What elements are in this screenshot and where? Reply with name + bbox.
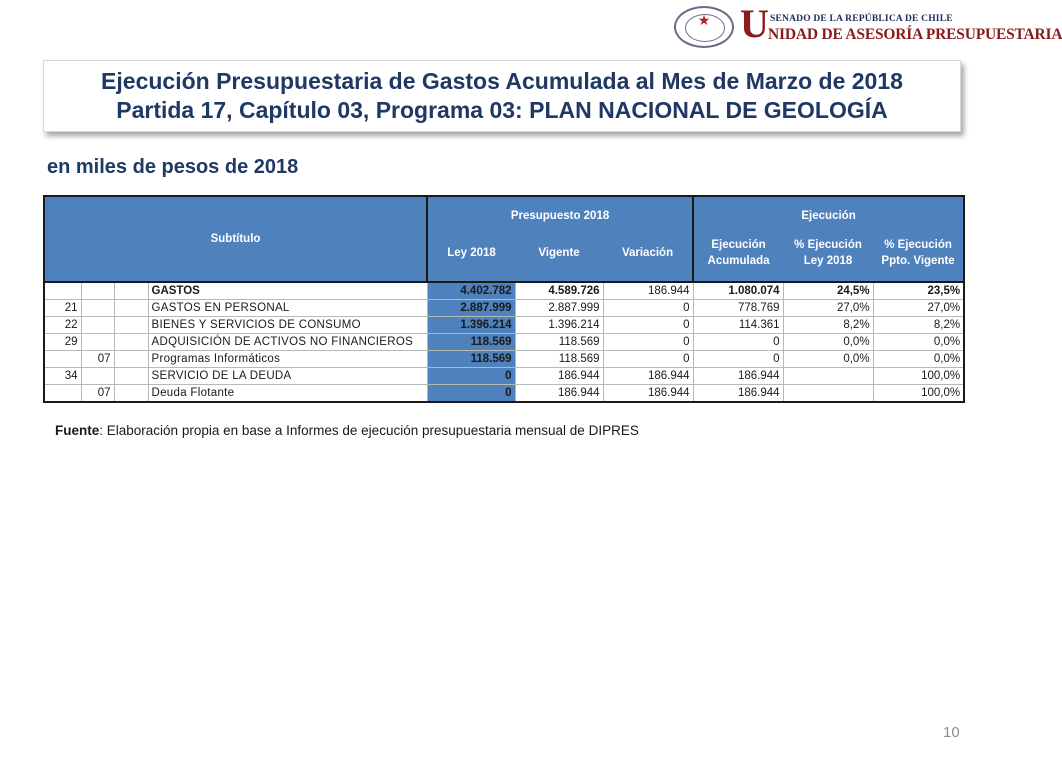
row-ley: 0 xyxy=(427,385,515,403)
row-asig xyxy=(114,351,148,368)
row-vigente: 186.944 xyxy=(515,385,603,403)
table-row xyxy=(44,351,964,368)
header-ejecucion-acumulada: Ejecución Acumulada xyxy=(693,235,783,282)
row-item xyxy=(81,282,114,300)
senado-logo xyxy=(672,1,1062,52)
row-item xyxy=(81,317,114,334)
row-code: 29 xyxy=(44,334,81,351)
senado-seal-icon: ★ xyxy=(674,6,734,48)
row-ejecucion: 114.361 xyxy=(693,317,783,334)
row-code xyxy=(44,351,81,368)
row-vigente: 1.396.214 xyxy=(515,317,603,334)
page-number: 10 xyxy=(943,724,960,741)
row-variacion: 186.944 xyxy=(603,385,693,403)
row-variacion: 186.944 xyxy=(603,368,693,385)
row-code xyxy=(44,385,81,403)
table-row xyxy=(44,300,964,317)
row-pct-vigente: 23,5% xyxy=(873,282,964,300)
row-variacion: 0 xyxy=(603,351,693,368)
unit-name: NIDAD DE ASESORÍA PRESUPUESTARIA xyxy=(768,26,1062,43)
header-pct-vigente: % Ejecución Ppto. Vigente xyxy=(873,235,964,282)
row-ley: 2.887.999 xyxy=(427,300,515,317)
row-ejecucion: 0 xyxy=(693,334,783,351)
row-pct-vigente: 0,0% xyxy=(873,334,964,351)
row-asig xyxy=(114,368,148,385)
row-pct-vigente: 100,0% xyxy=(873,368,964,385)
row-variacion: 0 xyxy=(603,317,693,334)
row-name: GASTOS xyxy=(148,282,427,300)
row-asig xyxy=(114,300,148,317)
source-text: : Elaboración propia en base a Informes de ejecución presupuestaria mensual de DIPRES xyxy=(99,423,639,438)
row-asig xyxy=(114,282,148,300)
row-pct-vigente: 100,0% xyxy=(873,385,964,403)
row-vigente: 186.944 xyxy=(515,368,603,385)
table-row xyxy=(44,317,964,334)
row-pct-ley xyxy=(783,385,873,403)
row-variacion: 0 xyxy=(603,334,693,351)
row-vigente: 2.887.999 xyxy=(515,300,603,317)
row-item xyxy=(81,334,114,351)
row-name: SERVICIO DE LA DEUDA xyxy=(148,368,427,385)
row-code: 34 xyxy=(44,368,81,385)
row-code: 22 xyxy=(44,317,81,334)
header-pct-ley: % Ejecución Ley 2018 xyxy=(783,235,873,282)
row-pct-ley: 0,0% xyxy=(783,334,873,351)
header-vigente: Vigente xyxy=(515,235,603,282)
header-variacion: Variación xyxy=(603,235,693,282)
row-name: Deuda Flotante xyxy=(148,385,427,403)
row-variacion: 0 xyxy=(603,300,693,317)
row-ley: 118.569 xyxy=(427,351,515,368)
row-asig xyxy=(114,385,148,403)
senado-name: SENADO DE LA REPÚBLICA DE CHILE xyxy=(770,14,953,24)
row-vigente: 118.569 xyxy=(515,334,603,351)
title-box xyxy=(43,60,961,132)
row-item xyxy=(81,300,114,317)
row-ejecucion: 186.944 xyxy=(693,368,783,385)
row-pct-vigente: 27,0% xyxy=(873,300,964,317)
header-subtitulo: Subtítulo xyxy=(44,196,427,282)
row-item xyxy=(81,368,114,385)
units-note: en miles de pesos de 2018 xyxy=(47,156,299,178)
row-item: 07 xyxy=(81,351,114,368)
table-row xyxy=(44,334,964,351)
row-pct-ley xyxy=(783,368,873,385)
row-item: 07 xyxy=(81,385,114,403)
budget-table xyxy=(43,195,965,403)
page-subtitle-program: Partida 17, Capítulo 03, Programa 03: PLAN NACIONAL DE GEOLOGÍA xyxy=(116,97,888,123)
row-pct-ley: 27,0% xyxy=(783,300,873,317)
row-ley: 4.402.782 xyxy=(427,282,515,300)
header-ley: Ley 2018 xyxy=(427,235,515,282)
row-code: 21 xyxy=(44,300,81,317)
header-ejecucion: Ejecución xyxy=(693,196,964,235)
row-name: BIENES Y SERVICIOS DE CONSUMO xyxy=(148,317,427,334)
row-name: Programas Informáticos xyxy=(148,351,427,368)
row-vigente: 4.589.726 xyxy=(515,282,603,300)
row-asig xyxy=(114,317,148,334)
table-row-total xyxy=(44,282,964,300)
row-ejecucion: 186.944 xyxy=(693,385,783,403)
row-name: GASTOS EN PERSONAL xyxy=(148,300,427,317)
row-name: ADQUISICIÓN DE ACTIVOS NO FINANCIEROS xyxy=(148,334,427,351)
row-pct-ley: 24,5% xyxy=(783,282,873,300)
unit-initial: U xyxy=(740,1,769,46)
row-asig xyxy=(114,334,148,351)
header-presupuesto: Presupuesto 2018 xyxy=(427,196,693,235)
row-vigente: 118.569 xyxy=(515,351,603,368)
row-variacion: 186.944 xyxy=(603,282,693,300)
row-pct-vigente: 8,2% xyxy=(873,317,964,334)
row-ejecucion: 0 xyxy=(693,351,783,368)
row-ejecucion: 1.080.074 xyxy=(693,282,783,300)
row-ley: 0 xyxy=(427,368,515,385)
table-row xyxy=(44,385,964,403)
row-ejecucion: 778.769 xyxy=(693,300,783,317)
row-code xyxy=(44,282,81,300)
source-label: Fuente xyxy=(55,423,100,438)
row-ley: 1.396.214 xyxy=(427,317,515,334)
row-pct-ley: 0,0% xyxy=(783,351,873,368)
source-note xyxy=(55,423,639,438)
row-ley: 118.569 xyxy=(427,334,515,351)
row-pct-ley: 8,2% xyxy=(783,317,873,334)
row-pct-vigente: 0,0% xyxy=(873,351,964,368)
table-row xyxy=(44,368,964,385)
page-title: Ejecución Presupuestaria de Gastos Acumulada al Mes de Marzo de 2018 xyxy=(101,68,903,94)
